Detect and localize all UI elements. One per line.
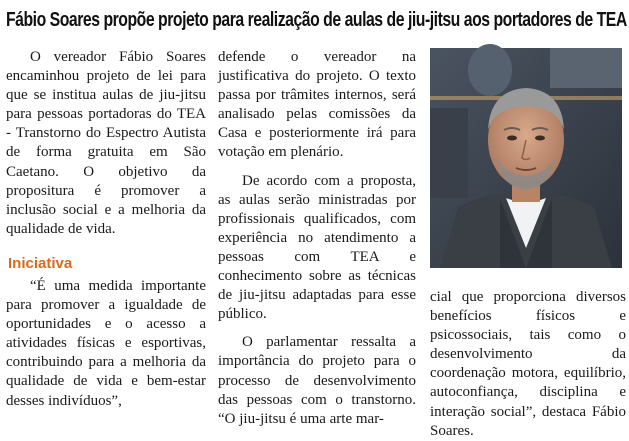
section-subhead: Iniciativa [8,254,73,272]
paragraph-proposal: De acordo com a proposta, as aulas serão ministradas por profissionais qualificados, com experiência no atendimento a pessoas com TEA e conhecimento sobre as técnicas de jiu-jitsu adaptadas para esse público. [218,172,416,323]
article-column-3 [430,288,626,441]
paragraph-intro: O vereador Fábio Soares encaminhou projeto de lei para que se institua aulas de jiu-jitsu para pessoas portadoras do TEA - Transtorno do Espectro Autista de forma gratuita em São Caetano. O objetivo da propositura é promover a inclusão social e a melhoria da qualidade de vida. [6,49,206,237]
paragraph-closing-quote: cial que proporciona diversos benefícios físicos e psicossociais, tais como o desenvolvimento da coordenação motora, equilíbrio, autoconfiança, disciplina e interação social”, destaca Fábio Soares. [430,289,626,439]
article-column-1 [6,48,206,411]
headline: Fábio Soares propõe projeto para realização de aulas de jiu-jitsu aos portadores de TEA [6,9,627,31]
paragraph-importance: O parlamentar ressalta a importância do projeto para o processo de desenvolvimento das pessoas com o transtorno. “O jiu-jitsu é uma arte mar- [218,334,416,427]
paragraph-continuation: defende o vereador na justificativa do projeto. O texto passa por trâmites internos, será analisado pelas comissões da Casa e posteriormente irá para votação em plenário. [218,49,416,161]
paragraph-quote: “É uma medida importante para promover a igualdade de oportunidades e o acesso a atividades físicas e esportivas, contribuindo para a melhoria da qualidade de vida e bem-estar desses indivíduos”, [6,277,206,409]
councilman-photo [430,48,622,268]
article-column-2 [218,48,416,429]
